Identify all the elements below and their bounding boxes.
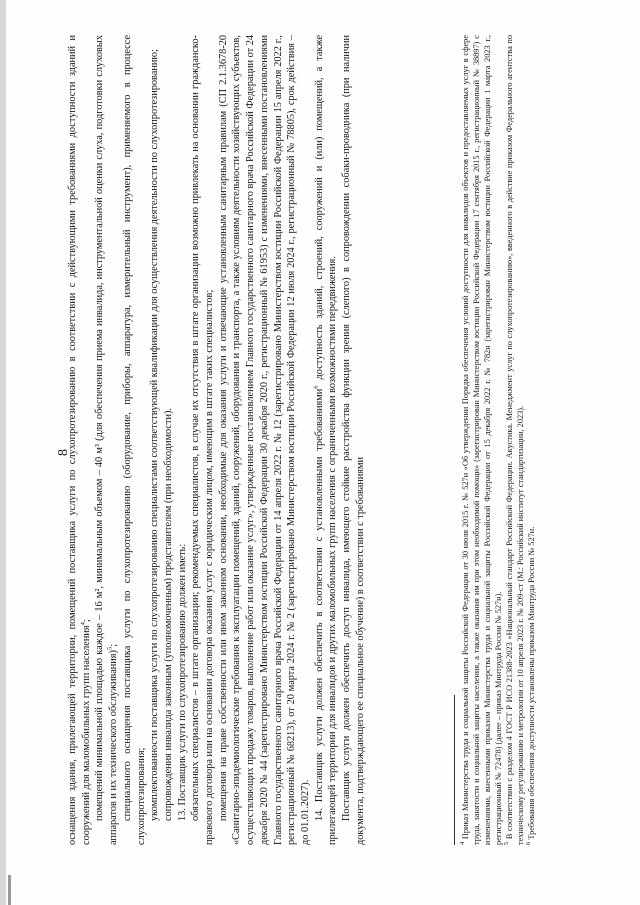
- page-number: 8: [56, 449, 71, 456]
- paragraph: помещения на праве собственности или ином законном основании, необходимые для оказания услуги и отвечающие установленным санитарным правилам (СП 2.1.3678-20 «Санитарно-эпидемиологические требования к эксплуатации помещений, зданий, сооружений, оборудования и транспорта, а также условиям деятельности хозяйствующих субъектов, осуществляющих продажу товаров, выполнение работ или оказание услуг», утвержденные постановлением Главного государственного санитарного врача Российской Федерации от 24 декабря 2020 № 44 (зарегистрировано Министерством юстиции Российской Федерации 30 декабря 2020 г., регистрационный № 61953) с изменениями, внесенными постановлениями Главного государственного санитарного врача Российской Федерации от 14 апреля 2022 г. № 12 (зарегистрировано Министерством юстиции Российской Федерации 15 апреля 2022 г., регистрационный № 68213), от 20 марта 2024 г. № 2 (зарегистрировано Министерством юстиции Российской Федерации 12 июля 2024 г., регистрационный № 78805), срок действия – до 01.01.2027).: [217, 35, 311, 845]
- footnotes: [460, 35, 537, 845]
- paragraph: обязательных специалистов – в штате организации; рекомендуемых специалистов, в случае их отсутствия в штате организации возможно привлекать на основании гражданско-правового договора или на основании договора оказания услуг с юридическим лицом, имеющим в штате таких специалистов;: [190, 35, 216, 845]
- footnote: $^6$ Требования обеспечения доступности установлены приказом Минтруда России № 527н.: [525, 526, 536, 845]
- footnote-divider: [454, 695, 455, 845]
- scan-edge-mark: [8, 875, 11, 905]
- paragraph: Поставщик услуги должен обеспечить доступ инвалида, имеющего стойкие расстройства функции зрения (слепого) в сопровождении собаки-проводника (при наличии документа, подтверждающего ее специальное обучение) в соответствии с требованиями: [341, 35, 366, 845]
- paragraph: сопровождения инвалида законным (уполномоченным) представителем (при необходимости).: [162, 408, 174, 821]
- scan-edge: [0, 0, 6, 905]
- paragraph: 14. Поставщик услуги должен обеспечить в соответствии с установленными требованиями$^6$ доступность зданий, строений, сооружений и (или) помещений, а также прилегающей территории для инвалидов и других маломобильных групп населения с ограниченными возможностями передвижения.: [312, 35, 339, 845]
- body-text: [66, 35, 367, 845]
- footnote: $^5$ В соответствии с разделом 4 ГОСТ Р ИСО 21388-2023 «Национальный стандарт Российской Федерации. Акустика. Менеджмент услуг по слухопротезированию», введенного в действие приказом Федерального агентства по техническому регулированию и метрологии от 10 апреля 2023 г. № 209-ст (М.: Российский институт стандартизации, 2023).: [503, 35, 525, 845]
- paragraph: 13. Поставщик услуги по слухопротезированию должен иметь:: [176, 543, 188, 821]
- paragraph: помещений минимальной площадью каждое – 16 м², минимальным объемом – 40 м³ (для обеспечения приема инвалида, инструментальной оценки слуха, подготовки слуховых аппаратов и их технического обслуживания)$^5$;: [94, 35, 120, 845]
- paragraph: специального оснащения поставщика услуги по слухопротезированию (оборудование, приборы, аппаратура, измерительный инструмент), применяемого в процессе слухопротезирования;: [121, 35, 147, 845]
- footnote: $^4$ Приказ Министерства труда и социальной защиты Российской Федерации от 30 июля 2015 г. № 527н «Об утверждении Порядка обеспечения условий доступности для инвалидов объектов и предоставляемых услуг в сфере труда, занятости и социальной защиты населения, а также оказания им при этом необходимой помощи» (зарегистрирован Министерством юстиции Российской Федерации 17 сентября 2015 г., регистрационный № 38897) с изменениями, внесенными приказом Министерства труда и социальной защиты Российской Федерации от 15 декабря 2022 г. № 782н (зарегистрирован Министерством юстиции Российской Федерации 1 марта 2023 г., регистрационный № 72478) (далее – приказ Минтруда России № 527н).: [459, 35, 503, 845]
- paragraph: оснащения здания, прилегающей территории, помещений поставщика услуги по слухопротезированию в соответствии с действующими требованиями доступности зданий и сооружений для маломобильных групп населения$^4$;: [67, 35, 92, 845]
- paragraph: укомплектованности поставщика услуги по слухопротезированию специалистами соответствующей квалификации для осуществления деятельности по слухопротезированию;: [149, 49, 161, 821]
